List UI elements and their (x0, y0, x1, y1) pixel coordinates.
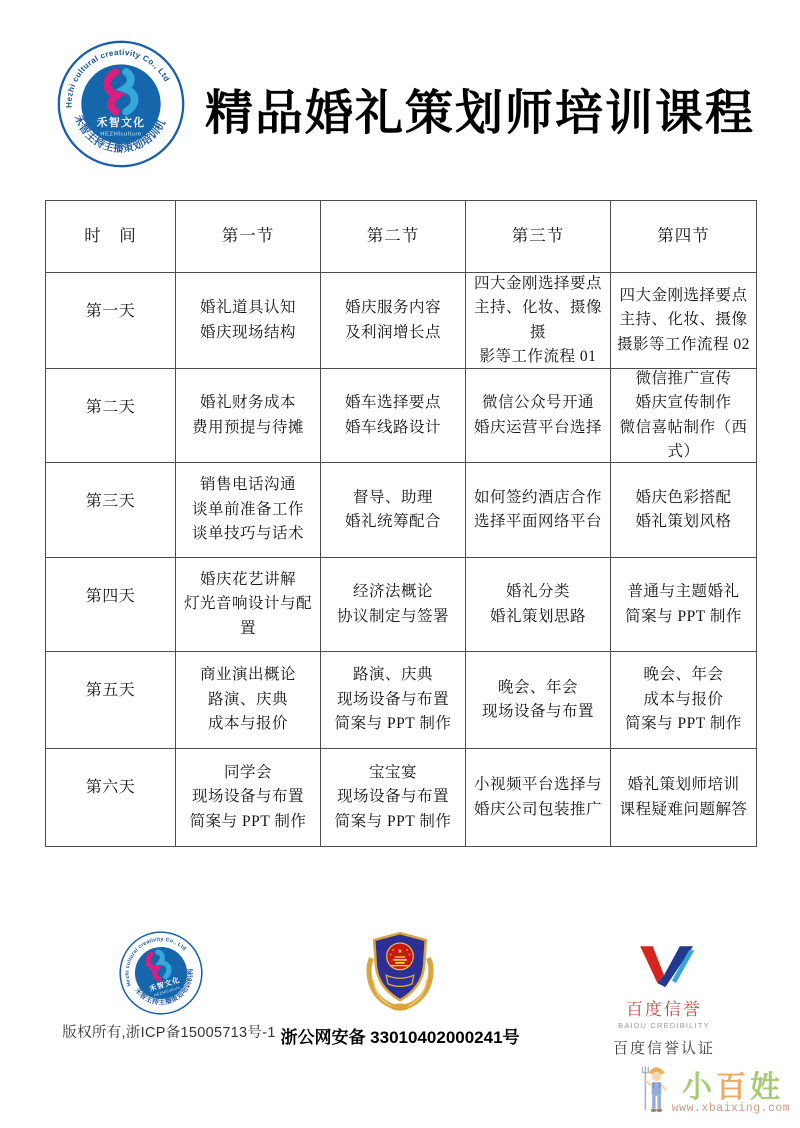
day-cell-4: 第四天 (46, 558, 176, 652)
course-line: 小视频平台选择与 (473, 776, 602, 794)
course-cell-r1-c4 (611, 273, 756, 369)
course-line: 摄影等工作流程 02 (617, 335, 750, 353)
course-cell-r4-c3 (466, 558, 611, 652)
course-line: 费用预提与待摊 (191, 418, 304, 436)
course-cell-r2-c4 (611, 369, 756, 463)
course-line: 简案与 PPT 制作 (189, 812, 307, 830)
course-cell-r1-c2 (321, 273, 466, 369)
course-line: 及利润增长点 (344, 323, 441, 341)
day-cell-6: 第六天 (46, 749, 176, 846)
course-line: 微信推广宣传 (635, 369, 732, 387)
copyright-text: 版权所有,浙ICP备15005713号-1 (62, 1025, 276, 1041)
course-line: 微信喜帖制作（西式） (619, 418, 748, 460)
course-line: 协议制定与签署 (336, 607, 449, 625)
course-line: 微信公众号开通 (481, 394, 594, 412)
police-record-text: 浙公网安备 33010402000241号 (280, 1028, 520, 1047)
course-cell-r4-c1 (176, 558, 321, 652)
course-cell-r1-c3 (466, 273, 611, 369)
baidu-subtitle: BAIDU CREDIBILITY (618, 1021, 710, 1030)
course-line: 路演、庆典 (352, 666, 433, 684)
course-line: 婚礼分类 (505, 583, 570, 601)
header-cell-session-4: 第四节 (611, 201, 756, 273)
day-cell-2: 第二天 (46, 369, 176, 463)
watermark-name (676, 1062, 790, 1106)
course-cell-r6-c2 (321, 749, 466, 846)
course-cell-r2-c2 (321, 369, 466, 463)
course-line: 现场设备与布置 (481, 703, 594, 720)
baidu-caption: 百度信誉认证 (612, 1040, 715, 1057)
course-cell-r6-c4 (611, 749, 756, 846)
course-line: 婚车选择要点 (344, 394, 441, 412)
course-line: 宝宝宴 (368, 763, 417, 781)
course-line: 现场设备与布置 (191, 788, 304, 806)
header-cell-session-2: 第二节 (321, 201, 466, 273)
course-cell-r1-c1 (176, 273, 321, 369)
course-cell-r4-c4 (611, 558, 756, 652)
header-cell-time: 时 间 (46, 201, 176, 273)
course-cell-r5-c4 (611, 652, 756, 749)
course-cell-r4-c2 (321, 558, 466, 652)
course-line: 商业演出概论 (199, 666, 296, 684)
course-cell-r3-c2 (321, 463, 466, 558)
course-line: 销售电话沟通 (199, 476, 296, 494)
header-cell-session-1: 第一节 (176, 201, 321, 273)
course-line: 灯光音响设计与配置 (183, 595, 312, 637)
course-cell-r3-c4 (611, 463, 756, 558)
course-line: 课程疑难问题解答 (619, 800, 748, 818)
course-cell-r6-c1 (176, 749, 321, 846)
police-badge-icon (357, 928, 443, 1014)
course-line: 婚庆服务内容 (344, 299, 441, 317)
course-line: 简案与 PPT 制作 (625, 715, 742, 733)
watermark-char-2: 百 (716, 1071, 750, 1104)
course-line: 主持、化妆、摄像摄 (473, 299, 602, 341)
course-line: 婚庆公司包装推广 (473, 800, 602, 818)
course-line: 如何签约酒店合作 (473, 488, 602, 506)
course-cell-r6-c3 (466, 749, 611, 846)
course-line: 婚礼道具认知 (199, 299, 296, 317)
course-line: 成本与报价 (207, 715, 288, 733)
course-line: 督导、助理 (352, 488, 433, 506)
course-line: 四大金刚选择要点 (619, 286, 748, 304)
baidu-credibility-block (598, 938, 730, 1058)
course-line: 婚礼财务成本 (199, 394, 296, 412)
watermark-char-3: 姓 (750, 1071, 784, 1104)
page-title: 精品婚礼策划师培训课程 (204, 87, 755, 140)
course-cell-r3-c1 (176, 463, 321, 558)
baidu-title: 百度信誉 (626, 1000, 702, 1019)
course-table (45, 200, 757, 847)
course-line: 婚礼统筹配合 (344, 513, 441, 530)
course-line: 婚庆花艺讲解 (199, 570, 296, 588)
course-line: 简案与 PPT 制作 (334, 812, 452, 830)
course-line: 婚庆运营平台选择 (473, 418, 602, 436)
course-line: 婚礼策划风格 (635, 513, 732, 530)
course-line: 四大金刚选择要点 (473, 274, 602, 292)
course-line: 现场设备与布置 (336, 788, 449, 806)
header-cell-session-3: 第三节 (466, 201, 611, 273)
watermark-url: www.xbaixing.com (671, 1102, 791, 1115)
course-line: 婚庆现场结构 (199, 323, 296, 341)
course-line: 婚庆色彩搭配 (635, 488, 732, 506)
course-line: 婚车线路设计 (344, 418, 441, 436)
course-line: 选择平面网络平台 (473, 513, 602, 530)
course-line: 晚会、年会 (643, 666, 724, 684)
hezhi-logo-footer (108, 920, 214, 1026)
course-cell-r5-c3 (466, 652, 611, 749)
course-line: 晚会、年会 (497, 678, 578, 696)
course-line: 婚庆宣传制作 (635, 394, 732, 412)
course-line: 婚礼策划师培训 (627, 776, 740, 794)
course-line: 路演、庆典 (207, 690, 288, 708)
course-line: 简案与 PPT 制作 (334, 715, 452, 733)
farmer-icon (640, 1062, 672, 1116)
course-line: 同学会 (223, 763, 272, 781)
day-cell-5: 第五天 (46, 652, 176, 749)
course-line: 婚礼策划思路 (489, 607, 586, 625)
watermark-char-1: 小 (682, 1071, 716, 1104)
course-line: 经济法概论 (352, 583, 433, 601)
course-cell-r2-c3 (466, 369, 611, 463)
course-cell-r2-c1 (176, 369, 321, 463)
course-line: 影等工作流程 01 (479, 347, 597, 365)
day-cell-3: 第三天 (46, 463, 176, 558)
hezhi-logo (57, 40, 185, 168)
day-cell-1: 第一天 (46, 273, 176, 369)
course-cell-r5-c2 (321, 652, 466, 749)
course-cell-r3-c3 (466, 463, 611, 558)
course-line: 谈单技巧与话术 (191, 525, 304, 543)
course-line: 现场设备与布置 (336, 690, 449, 708)
course-line: 简案与 PPT 制作 (625, 607, 742, 625)
course-line: 成本与报价 (643, 690, 724, 708)
course-line: 主持、化妆、摄像 (619, 311, 748, 329)
course-cell-r5-c1 (176, 652, 321, 749)
baidu-v-icon (631, 938, 697, 994)
watermark (640, 1062, 792, 1118)
course-line: 谈单前准备工作 (191, 500, 304, 518)
course-line: 普通与主题婚礼 (627, 583, 740, 601)
